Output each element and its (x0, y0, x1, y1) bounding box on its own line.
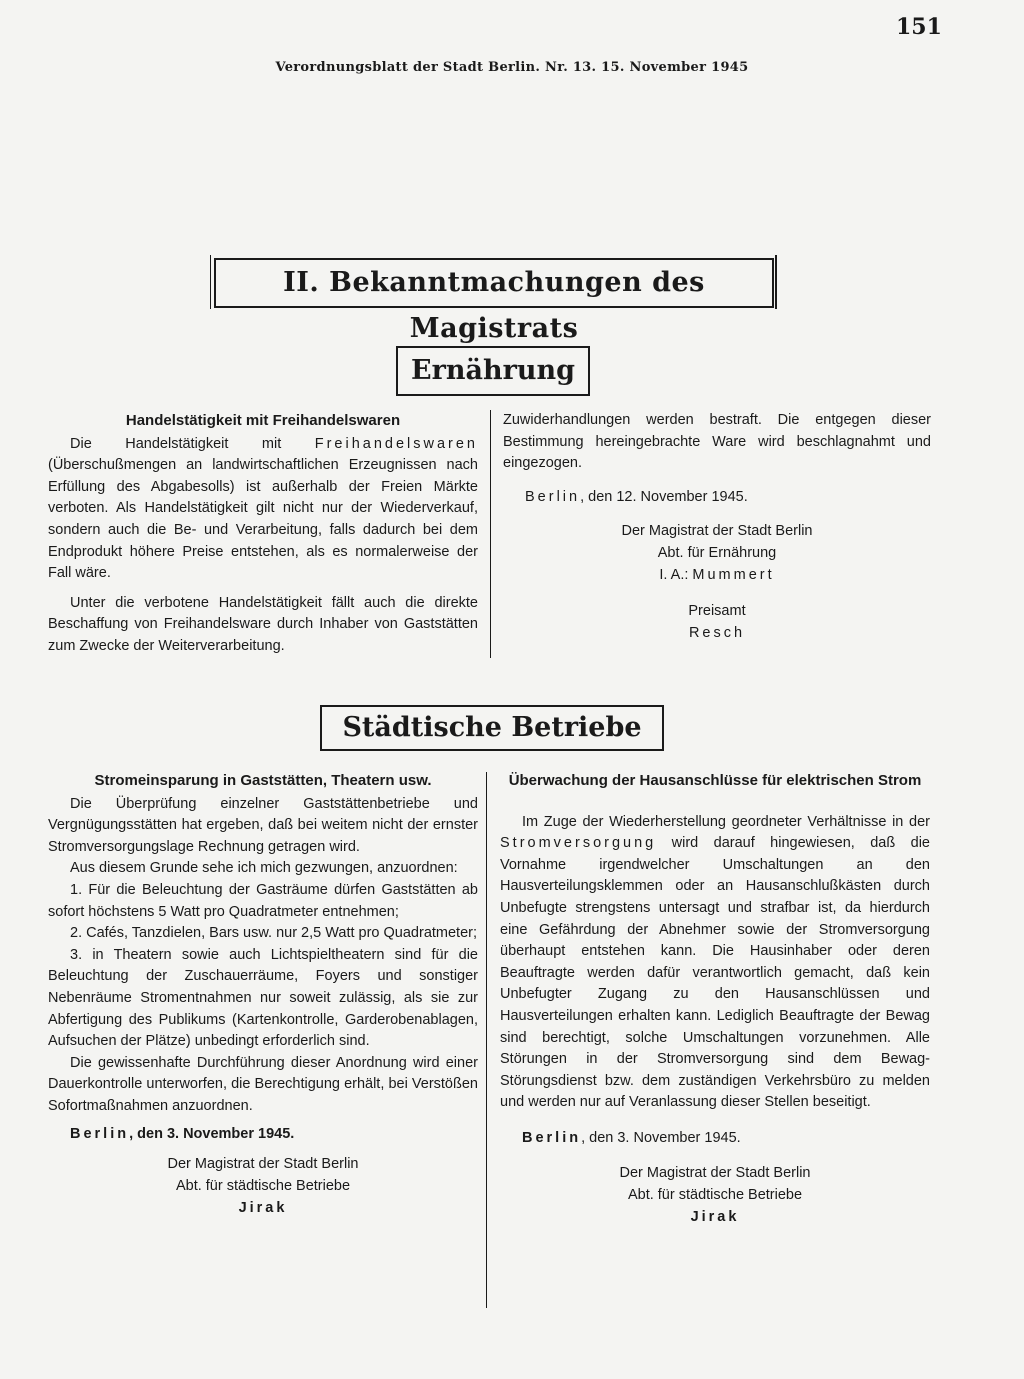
paragraph: Die gewissenhafte Durchführung dieser Anordnung wird einer Dauerkontrolle unterworfen, die Berechtigung erhält, bei Verstößen Sofortmaßnahmen anzuordnen. (48, 1054, 478, 1114)
section-title: II. Bekanntmachungen des Magistrats (214, 258, 774, 308)
ernaehrung-left-column (48, 410, 478, 658)
article-heading: Überwachung der Hausanschlüsse für elektrischen Strom (508, 772, 922, 789)
list-item: 1. Für die Beleuchtung der Gasträume dürfen Gaststätten ab sofort höchstens 5 Watt pro Quadratmeter entnehmen; (48, 881, 478, 920)
date-line: Berlin, den 3. November 1945. (70, 1125, 295, 1142)
staedtische-right-column (500, 770, 930, 1228)
date-line: Berlin, den 3. November 1945. (522, 1129, 741, 1146)
signature-line: Abt. für Ernährung (657, 545, 777, 562)
signature-line: Der Magistrat der Stadt Berlin (621, 523, 813, 540)
column-divider (486, 772, 487, 1308)
ernaehrung-right-column (503, 410, 931, 644)
column-divider (490, 410, 491, 658)
paragraph: Aus diesem Grunde sehe ich mich gezwungen, anzuordnen: (70, 860, 458, 877)
signature-line: Der Magistrat der Stadt Berlin (619, 1164, 811, 1181)
article-heading: Handelstätigkeit mit Freihandelswaren (125, 412, 401, 429)
staedtische-box-title: Städtische Betriebe (320, 705, 664, 751)
spaced-term: Freihandelswaren (314, 435, 478, 452)
paragraph: Die Handelstätigkeit mit Freihandelswaren (Überschußmengen an landwirtschaftlichen Erzeugnissen nach Erfüllung des Abgabesolls) ist außerhalb der Freien Märkte verboten. Als Handelstätigkeit gilt nicht nur der Wiederverkauf, sondern auch die Be- und Verarbeitung, falls dadurch bei dem Endprodukt höhere Preise entstehen, als es normalerweise der Fall wäre. (48, 435, 478, 582)
paragraph: Die Überprüfung einzelner Gaststättenbetriebe und Vergnügungsstätten hat ergeben, daß bei weitem nicht der ernster Stromversorgungslage Rechnung getragen wird. (48, 795, 478, 855)
ernaehrung-box-title: Ernährung (396, 346, 590, 396)
paragraph: Zuwiderhandlungen werden bestraft. Die entgegen dieser Bestimmung hereingebrachte Ware wird beschlagnahmt und eingezogen. (503, 412, 931, 472)
signature-name: Resch (688, 625, 746, 642)
page-number: 151 (896, 14, 942, 40)
signature-line: Abt. für städtische Betriebe (627, 1186, 803, 1203)
signature-name: Jirak (690, 1208, 740, 1225)
spaced-term: Stromversorgung (500, 835, 657, 852)
paragraph: Unter die verbotene Handelstätigkeit fällt auch die direkte Beschaffung von Freihandelsware durch Inhaber von Gaststätten zum Zwecke der Weiterverarbeitung. (48, 594, 478, 654)
paragraph: Im Zuge der Wiederherstellung geordneter Verhältnisse in der Stromversorgung wird darauf hingewiesen, daß die Vornahme irgendwelcher Umschaltungen an den Hausverteilungsklemmen oder an Hausanschlußkästen durch Unbefugte strengstens untersagt und strafbar ist, da hierdurch eine Gefährdung der Abnehmer sowie der Stromversorgung überhaupt entstehen kann. Die Hausinhaber oder deren Beauftragte werden dafür verantwortlich gemacht, daß kein Unbefugter Zugang zu den Hausanschlüssen und Hausverteilungen erhalten kann. Lediglich Beauftragte der Bewag sind berechtigt, solche Umschaltungen vorzunehmen. Alle Störungen in der Stromversorgung sind dem Bewag-Störungsdienst bzw. dem zuständigen Verkehrsbüro zu melden und werden nur auf Veranlassung dieser Stellen beseitigt. (500, 813, 930, 1111)
signature-line: I. A.: Mummert (659, 567, 775, 584)
signature-name: Jirak (238, 1200, 288, 1217)
staedtische-left-column (48, 770, 478, 1219)
signature-line: Abt. für städtische Betriebe (175, 1178, 351, 1195)
running-head: Verordnungsblatt der Stadt Berlin. Nr. 13. 15. November 1945 (275, 60, 749, 75)
date-line: Berlin, den 12. November 1945. (525, 488, 748, 505)
signature-line: Der Magistrat der Stadt Berlin (167, 1156, 359, 1173)
signature-line: Preisamt (688, 603, 746, 620)
list-item: 2. Cafés, Tanzdielen, Bars usw. nur 2,5 Watt pro Quadratmeter; (70, 925, 478, 942)
article-heading: Stromeinsparung in Gaststätten, Theatern usw. (94, 772, 432, 789)
list-item: 3. in Theatern sowie auch Lichtspieltheatern sind für die Beleuchtung der Zuschauerräume, Foyers und sonstiger Nebenräume Stromentnahmen nur soweit zulässig, als sie zur Abfertigung des Publikums (Kartenkontrolle, Garderobenablagen, Aufsuchen der Plätze) unbedingt erforderlich sind. (48, 946, 478, 1050)
